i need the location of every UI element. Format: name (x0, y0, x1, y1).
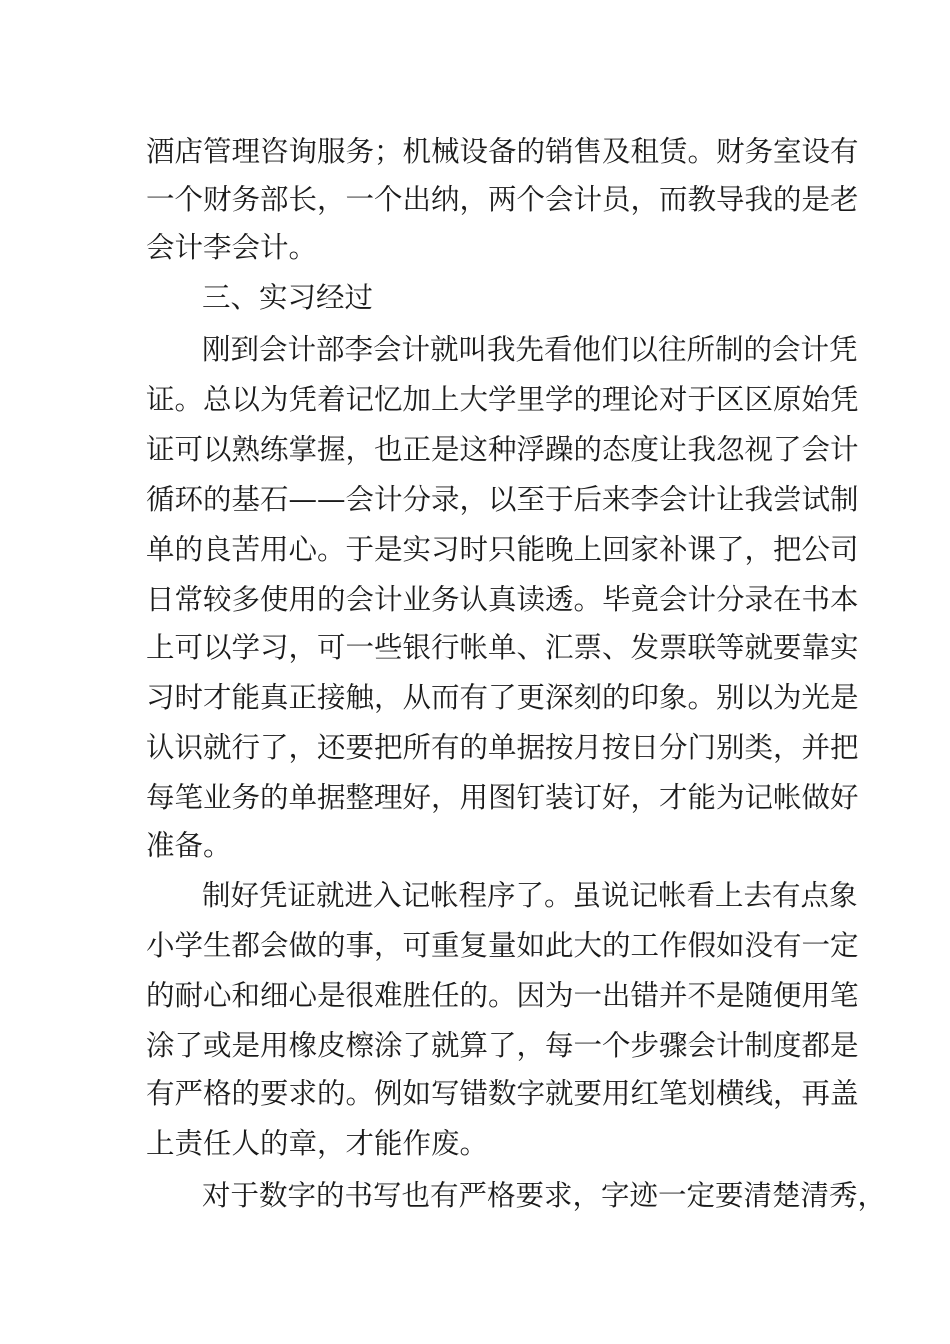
text-line: 有严格的要求的。例如写错数字就要用红笔划横线，再盖 (146, 1077, 859, 1110)
text-line: 日常较多使用的会计业务认真读透。毕竟会计分录在书本 (146, 583, 859, 616)
text-line: 的耐心和细心是很难胜任的。因为一出错并不是随便用笔 (146, 979, 859, 1012)
text-line: 刚到会计部李会计就叫我先看他们以往所制的会计凭 (202, 333, 858, 366)
text-line: 小学生都会做的事，可重复量如此大的工作假如没有一定 (146, 929, 859, 962)
text-line: 准备。 (146, 829, 232, 862)
text-line: 上可以学习，可一些银行帐单、汇票、发票联等就要靠实 (146, 631, 859, 664)
text-line: 习时才能真正接触，从而有了更深刻的印象。别以为光是 (146, 681, 859, 714)
section-heading: 三、实习经过 (202, 281, 374, 314)
text-line: 对于数字的书写也有严格要求，字迹一定要清楚清秀， (202, 1179, 887, 1212)
text-line: 一个财务部长，一个出纳，两个会计员，而教导我的是老 (146, 183, 859, 216)
text-line: 证可以熟练掌握，也正是这种浮躁的态度让我忽视了会计 (146, 433, 859, 466)
text-line: 上责任人的章，才能作废。 (146, 1127, 489, 1160)
text-line: 会计李会计。 (146, 231, 318, 264)
text-line: 酒店管理咨询服务；机械设备的销售及租赁。财务室设有 (146, 135, 859, 168)
text-line: 证。总以为凭着记忆加上大学里学的理论对于区区原始凭 (146, 383, 859, 416)
text-line: 循环的基石——会计分录，以至于后来李会计让我尝试制 (146, 483, 859, 516)
text-line: 涂了或是用橡皮檫涂了就算了，每一个步骤会计制度都是 (146, 1029, 859, 1062)
text-line: 每笔业务的单据整理好，用图钉装订好，才能为记帐做好 (146, 781, 859, 814)
text-line: 制好凭证就进入记帐程序了。虽说记帐看上去有点象 (202, 879, 858, 912)
text-line: 认识就行了，还要把所有的单据按月按日分门别类，并把 (146, 731, 859, 764)
text-line: 单的良苦用心。于是实习时只能晚上回家补课了，把公司 (146, 533, 859, 566)
